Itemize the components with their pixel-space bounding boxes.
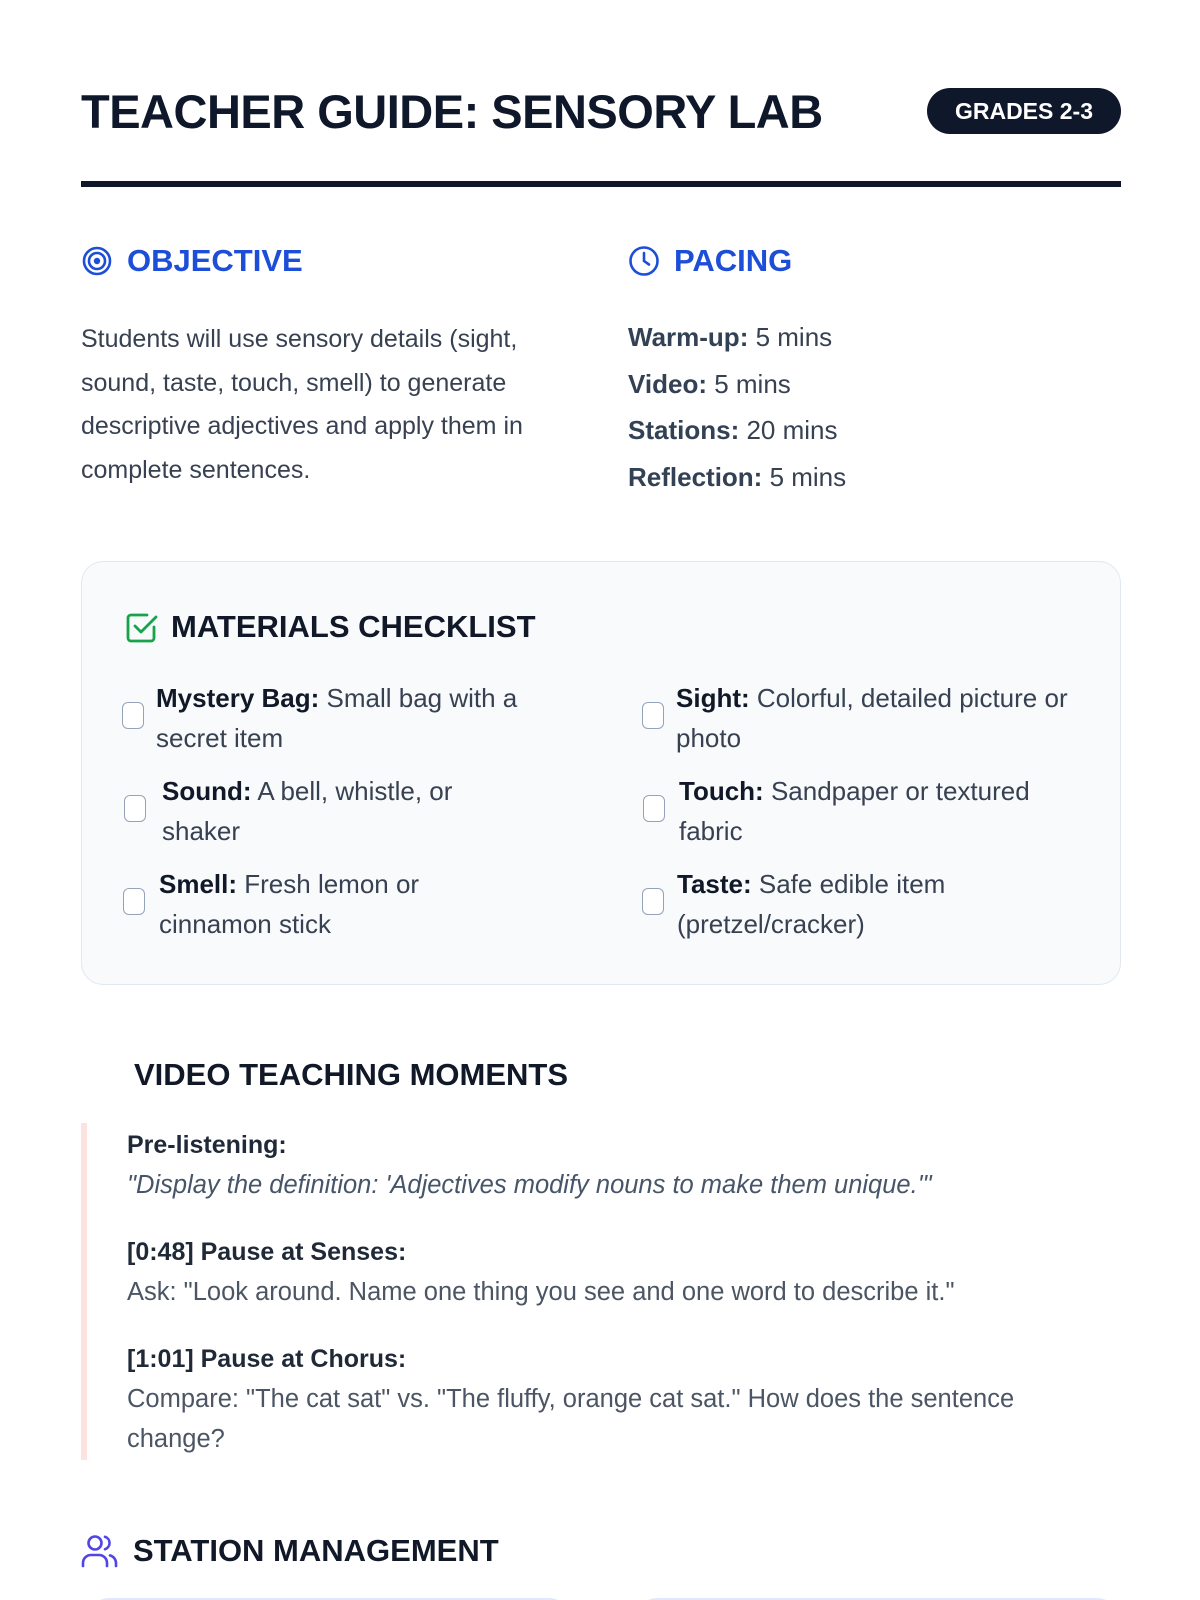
grade-badge: GRADES 2-3 [927, 88, 1121, 134]
checkbox-checked-icon [125, 611, 157, 643]
teacher-guide-page [81, 0, 1121, 1600]
pacing-label: Warm-up: [628, 322, 749, 352]
material-text: Safe edible item (pretzel/cracker) [677, 869, 946, 939]
material-label: Smell: [159, 869, 238, 899]
pacing-item-stations [628, 407, 1108, 454]
checkbox-mystery-bag[interactable] [122, 702, 144, 729]
header-divider [81, 181, 1121, 187]
objective-text: Students will use sensory details (sight, sound, taste, touch, smell) to generate descriptive adjectives and apply them in complete sentences. [81, 325, 523, 484]
pacing-value: 5 mins [762, 461, 847, 492]
pacing-heading-text: PACING [674, 243, 793, 278]
video-moments-accent-bar [81, 1123, 87, 1460]
video-moments-heading: VIDEO TEACHING MOMENTS [134, 1057, 569, 1092]
material-text: Small bag with a secret item [156, 683, 518, 753]
moment-label: [1:01] Pause at Chorus: [127, 1345, 407, 1373]
material-text: Sandpaper or textured fabric [679, 776, 1030, 846]
video-moment-pre-listening [127, 1125, 1107, 1205]
materials-heading-text: MATERIALS CHECKLIST [171, 609, 536, 644]
material-label: Sound: [162, 776, 252, 806]
pacing-list [628, 314, 1108, 500]
material-item-taste [677, 864, 1097, 944]
pacing-heading [628, 243, 792, 279]
station-management-heading [81, 1533, 499, 1569]
material-label: Sight: [676, 683, 750, 713]
material-item-touch [679, 771, 1099, 851]
moment-text: Compare: "The cat sat" vs. "The fluffy, orange cat sat." How does the sentence change? [127, 1385, 1015, 1453]
checkbox-taste[interactable] [642, 888, 664, 915]
objective-heading-text: OBJECTIVE [127, 243, 303, 278]
video-moment-senses [127, 1232, 1107, 1312]
pacing-label: Video: [628, 368, 707, 399]
material-item-mystery-bag [156, 678, 576, 758]
pacing-value: 20 mins [739, 415, 838, 445]
material-label: Touch: [679, 776, 764, 806]
station-management-heading-text: STATION MANAGEMENT [133, 1533, 499, 1568]
clock-icon [628, 245, 660, 277]
pacing-item-reflection [628, 454, 1108, 501]
material-label: Taste: [677, 869, 752, 899]
target-icon [81, 245, 113, 277]
moment-text: "Display the definition: 'Adjectives modify nouns to make them unique.'" [127, 1171, 932, 1199]
users-icon [81, 1533, 119, 1569]
page-title: TEACHER GUIDE: SENSORY LAB [81, 85, 823, 138]
checkbox-sight[interactable] [642, 702, 664, 729]
pacing-item-warmup [628, 314, 1108, 361]
checkbox-touch[interactable] [643, 795, 665, 822]
material-text: Colorful, detailed picture or photo [676, 683, 1068, 753]
pacing-label: Reflection: [628, 461, 763, 492]
pacing-label: Stations: [628, 415, 740, 445]
material-text: Fresh lemon or cinnamon stick [159, 869, 420, 939]
moment-label: Pre-listening: [127, 1131, 287, 1159]
objective-heading [81, 243, 303, 279]
pacing-value: 5 mins [706, 368, 791, 399]
materials-checklist-panel [81, 561, 1121, 985]
pacing-value: 5 mins [748, 322, 833, 352]
material-text: A bell, whistle, or shaker [162, 776, 453, 846]
video-moment-chorus [127, 1339, 1107, 1459]
page-header [81, 84, 1121, 140]
moment-text: Ask: "Look around. Name one thing you see and one word to describe it." [127, 1278, 955, 1306]
material-item-sound [162, 771, 522, 851]
material-label: Mystery Bag: [156, 683, 320, 713]
material-item-smell [159, 864, 479, 944]
checkbox-sound[interactable] [124, 795, 146, 822]
moment-label: [0:48] Pause at Senses: [127, 1238, 407, 1266]
pacing-item-video [628, 361, 1108, 408]
material-item-sight [676, 678, 1096, 758]
checkbox-smell[interactable] [123, 888, 145, 915]
materials-heading [125, 609, 536, 645]
